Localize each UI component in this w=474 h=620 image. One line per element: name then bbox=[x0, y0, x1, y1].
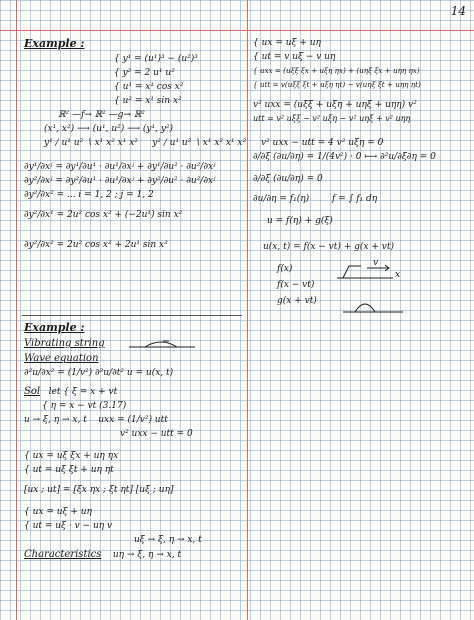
right-column bbox=[253, 36, 467, 322]
du-deta-row bbox=[253, 192, 467, 206]
label-gx-plus-vt: g(x + vt) bbox=[277, 296, 317, 306]
chain-rule-3: ∂y²/∂x² = ... i = 1, 2 ; j = 1, 2 bbox=[24, 190, 154, 200]
example-2-heading: Example : bbox=[24, 321, 85, 334]
wave-equation-title: Wave equation bbox=[24, 353, 99, 364]
left-column bbox=[24, 36, 247, 252]
dependency-trees bbox=[24, 136, 247, 150]
general-solution: u(x, t) = f(x − vt) + g(x + vt) bbox=[263, 242, 394, 252]
utt-combined: utt = v² uξξ − v² uξη − v² uηξ + v² uηη bbox=[253, 114, 411, 123]
page-number: 14 bbox=[450, 4, 466, 18]
ut-first: { ut = v uξ − v uη bbox=[253, 52, 336, 62]
string-row bbox=[24, 336, 242, 351]
tree-u: u → ξ, η → x, t bbox=[24, 415, 87, 425]
ut-chain: { ut = uξ ξt + uη ηt bbox=[24, 465, 114, 475]
vibrating-string-title: Vibrating string bbox=[24, 338, 105, 349]
du-deta: ∂u/∂η = f₁(η) bbox=[253, 194, 310, 204]
tree-y1: y¹ ∕ u¹ u² ∖ x¹ x² x¹ x² bbox=[44, 138, 138, 148]
sol-let: let { ξ = x + vt bbox=[48, 387, 118, 397]
label-x: x bbox=[395, 270, 401, 280]
jacobian-matrix: [ux ; ut] = [ξx ηx ; ξt ηt] [uξ ; uη] bbox=[24, 485, 174, 495]
chain-rule-1: ∂y¹/∂xʲ = ∂y¹/∂u¹ · ∂u¹/∂xʲ + ∂y¹/∂u² · ∂u²/∂xʲ bbox=[24, 162, 216, 172]
example-1-heading: Example : bbox=[24, 37, 85, 50]
top-margin-line bbox=[0, 30, 474, 31]
sol-let-row bbox=[24, 384, 242, 399]
system-y-1: { y¹ = (u¹)³ − (u²)³ bbox=[114, 54, 198, 64]
uxx-relation: uxx = (1/v²) utt bbox=[98, 415, 168, 425]
label-fx: f(x) bbox=[277, 264, 293, 274]
chain-rule-2: ∂y²/∂xʲ = ∂y²/∂u¹ · ∂u¹/∂xʲ + ∂y²/∂u² · ∂u²/∂xʲ bbox=[24, 176, 216, 186]
utt-expanded: { utt = v(uξξ ξt + uξη ηt) − v(uηξ ξt + uηη ηt) bbox=[253, 80, 421, 89]
section-divider bbox=[22, 315, 242, 316]
result-dy2dx2: ∂y²/∂x² = 2u² cos x² + 2u¹ sin x² bbox=[24, 240, 168, 250]
result-dy2dx1: ∂y²/∂x¹ = 2u² cos x² + (−2u¹) sin x² bbox=[24, 210, 183, 220]
tree-u-eta: uη → ξ, η → x, t bbox=[112, 550, 182, 560]
tree-uxx-row bbox=[24, 413, 242, 427]
left-margin-line bbox=[16, 0, 17, 620]
characteristics-title: Characteristics bbox=[24, 549, 102, 560]
u-sum: u = f(η) + g(ξ) bbox=[267, 216, 333, 226]
tree-u-xi: uξ → ξ, η → x, t bbox=[134, 535, 202, 545]
ux-simplified: { ux = uξ + uη bbox=[24, 507, 92, 517]
map-spaces: ℝ² —f→ ℝ² —g→ ℝ² bbox=[58, 110, 145, 120]
string-sketch-icon bbox=[127, 337, 197, 351]
map-vars: (x¹, x²) ⟶ (u¹, u²) ⟶ (y¹, y²) bbox=[44, 124, 174, 134]
wave-zero: v² uxx − utt = 0 bbox=[120, 429, 193, 439]
wave-profile-icon bbox=[337, 262, 447, 320]
f-definition: f = ∫ f₁ dη bbox=[332, 194, 378, 204]
wave-sketch bbox=[253, 258, 467, 322]
mixed-partial: ∂/∂ξ (∂u/∂η) = 1/(4v²) · 0 ⟼ ∂²u/∂ξ∂η = 0 bbox=[253, 152, 436, 162]
wave-equation: ∂²u/∂x² = (1/v²) ∂²u/∂t² u = u(x, t) bbox=[24, 368, 174, 378]
sol-label: Sol bbox=[24, 386, 41, 397]
d-eta-zero: ∂/∂ξ (∂u/∂η) = 0 bbox=[253, 174, 323, 184]
sol-eta: { η = x − vt (3.17) bbox=[42, 401, 127, 411]
example-2 bbox=[24, 320, 242, 562]
v2-uxx: v² uxx = (uξξ + uξη + uηξ + uηη) v² bbox=[253, 100, 417, 110]
label-v: v bbox=[373, 258, 379, 268]
system-u-1: { u¹ = x¹ cos x² bbox=[114, 82, 184, 92]
system-u-2: { u² = x¹ sin x² bbox=[114, 96, 182, 106]
ux-first: { ux = uξ + uη bbox=[253, 38, 321, 48]
label-fx-minus-vt: f(x − vt) bbox=[277, 280, 315, 290]
center-column-line bbox=[247, 0, 248, 620]
ux-chain: { ux = uξ ξx + uη ηx bbox=[24, 451, 119, 461]
system-y-2: { y² = 2 u¹ u² bbox=[114, 68, 175, 78]
uxx-expanded: { uxx = (uξξ ξx + uξη ηx) + (uηξ ξx + uηη ηx) bbox=[253, 66, 420, 75]
tree-y2: y² ∕ u¹ u² ∖ x¹ x² x¹ x² bbox=[152, 138, 247, 148]
ut-simplified: { ut = uξ · v − uη v bbox=[24, 521, 113, 531]
difference-zero: v² uxx − utt = 4 v² uξη = 0 bbox=[261, 138, 384, 148]
characteristics-row bbox=[24, 547, 242, 562]
